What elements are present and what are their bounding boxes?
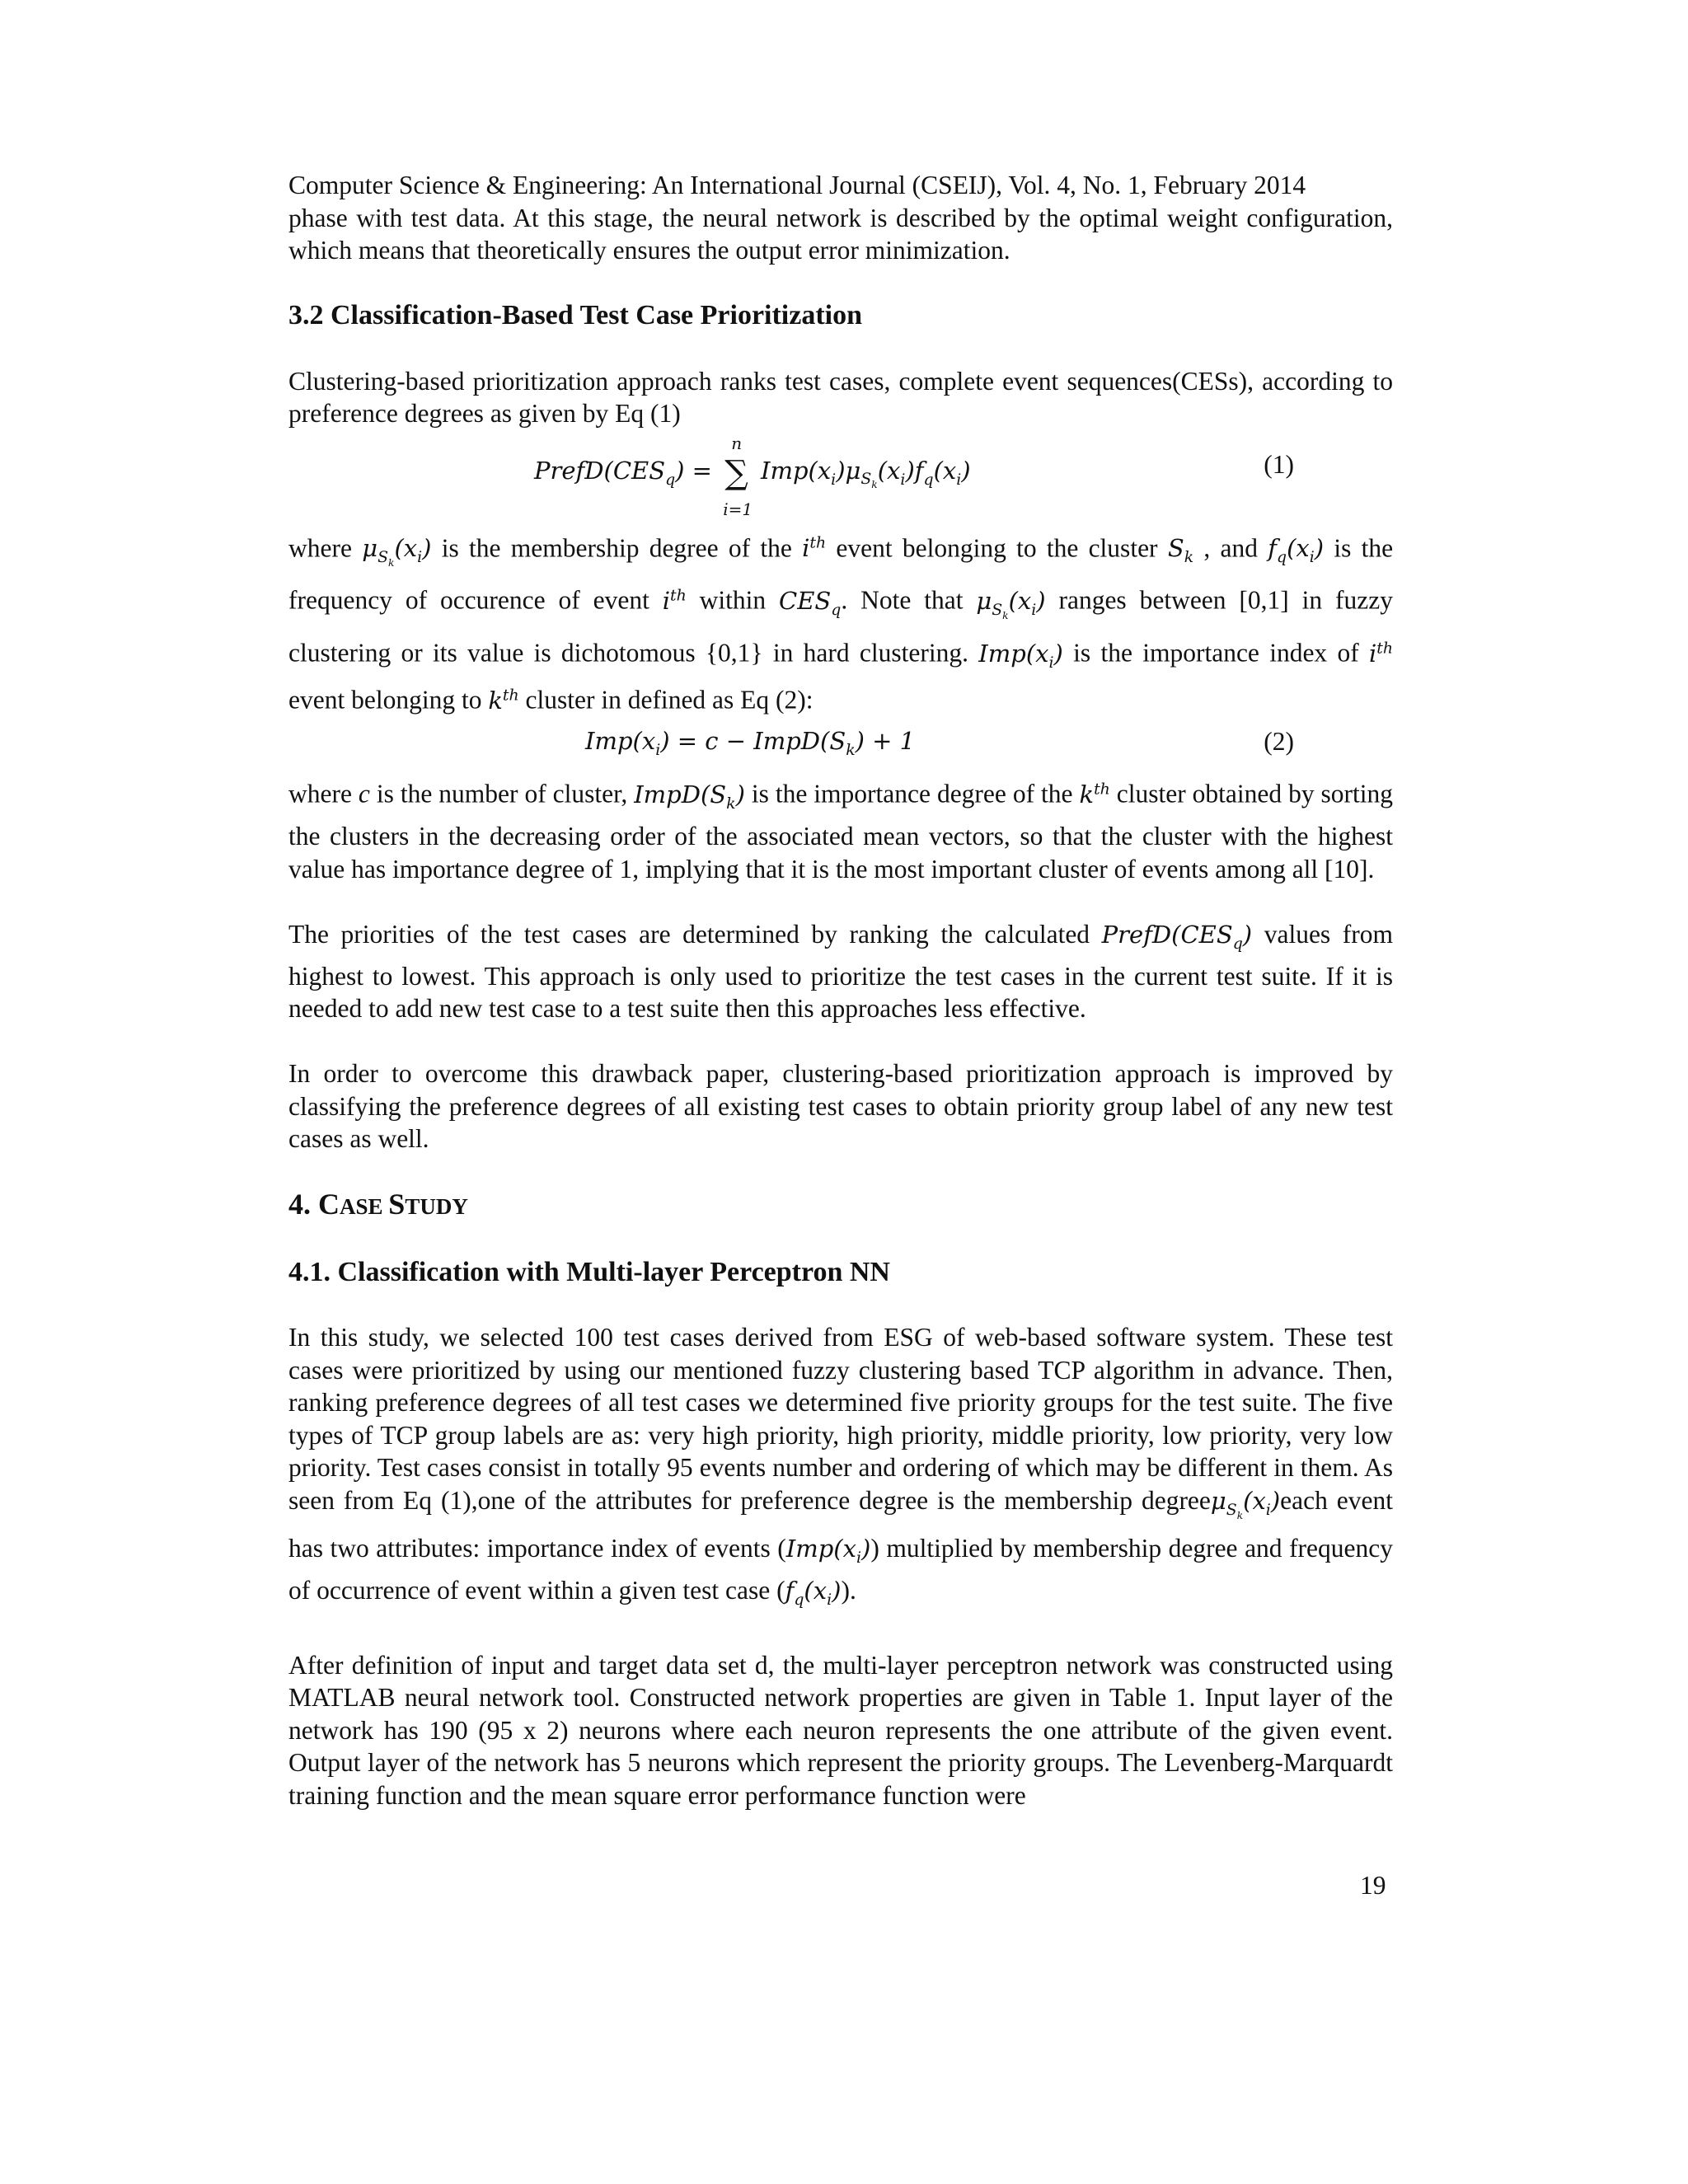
- page-number: 19: [1360, 1871, 1386, 1900]
- section-3-2-heading: 3.2 Classification-Based Test Case Prioritization: [288, 300, 863, 330]
- summation-symbol: ∑ n i=1: [723, 433, 753, 519]
- equation-2-formula: $Imp(x_i) = c$ − $ImpD(S_k) + 1$: [585, 727, 916, 759]
- section-3-2-paragraph-2: where $\mu_{S_k}(x_i)$ is the membership degree of the $i^{th}$ event belonging to the cluster $S_k$ , and $f_q(x_i)$ is the frequency of occurence of event $i^{th}$ within $CES_q$. Note that $\mu_{S_k}(x_i)$ ranges between [0,1] in fuzzy clustering or its value is dichotomous {0,1} in hard clustering. $Imp(x_i)$ is the importance index of $i^{th}$ event belonging to $k^{th}$ cluster in defined as Eq (2):: [288, 533, 1394, 715]
- equation-1: [288, 430, 1393, 527]
- equation-2: [288, 717, 1393, 773]
- section-4-1-heading: 4.1. Classification with Multi-layer Perceptron NN: [288, 1256, 890, 1287]
- equation-1-number: (1): [1264, 449, 1294, 479]
- section-4-1-paragraph-1: In this study, we selected 100 test cases derived from ESG of web-based software system. These test cases were prioritized by using our mentioned fuzzy clustering based TCP algorithm in advance. Then, ranking preference degrees of all test cases we determined five priority groups for the test suite. The five types of TCP group labels are as: very high priority, high priority, middle priority, low priority, very low priority. Test cases consist in totally 95 events number and ordering of which may be different in them. As seen from Eq (1),one of the attributes for preference degree is the membership $degree\mu_{S_k}(x_i)each$ event has two attributes: importance index of events $(Imp(x_i))$ multiplied by membership degree and frequency of occurrence of event within a given test case $(f_q(x_i))$.: [288, 1323, 1393, 1609]
- section-3-2-paragraph-5: In order to overcome this drawback paper, clustering-based prioritization approach is improved by classifying the preference degrees of all existing test cases to obtain priority group label of any new test cases as well.: [288, 1059, 1393, 1154]
- section-4-heading: 4. CASE STUDY: [288, 1188, 468, 1221]
- equation-2-number: (2): [1264, 727, 1294, 757]
- equation-1-formula: $PrefD(CES_q)$ = ∑ n i=1 $Imp(x_i)\mu_{S_k}(x_i)f_q(x_i)$: [534, 433, 971, 519]
- section-3-2-paragraph-1: Clustering-based prioritization approach ranks test cases, complete event sequences(CESs), according to preference degrees as given by Eq (1): [288, 366, 1393, 428]
- page-body: [288, 169, 1393, 1811]
- section-4-1-paragraph-2: After definition of input and target data set d, the multi-layer perceptron network was constructed using MATLAB neural network tool. Constructed network properties are given in Table 1. Input layer of the network has 190 (95 x 2) neurons where each neuron represents the one attribute of the given event. Output layer of the network has 5 neurons which represent the priority groups. The Levenberg-Marquardt training function and the mean square error performance function were: [288, 1650, 1393, 1810]
- intro-paragraph: phase with test data. At this stage, the neural network is described by the optimal weight configuration, which means that theoretically ensures the output error minimization.: [288, 203, 1393, 265]
- section-3-2-paragraph-4: The priorities of the test cases are determined by ranking the calculated $PrefD(CES_q)$ values from highest to lowest. This approach is only used to prioritize the test cases in the current test suite. If it is needed to add new test case to a test suite then this approaches less effective.: [288, 919, 1394, 1024]
- section-3-2-paragraph-3: where c is the number of cluster, $ImpD(S_k)$ is the importance degree of the $k^{th}$ cluster obtained by sorting the clusters in the decreasing order of the associated mean vectors, so that the cluster with the highest value has importance degree of 1, implying that it is the most important cluster of events among all [10].: [288, 779, 1394, 883]
- running-head: Computer Science & Engineering: An International Journal (CSEIJ), Vol. 4, No. 1, February 2014: [288, 171, 1306, 199]
